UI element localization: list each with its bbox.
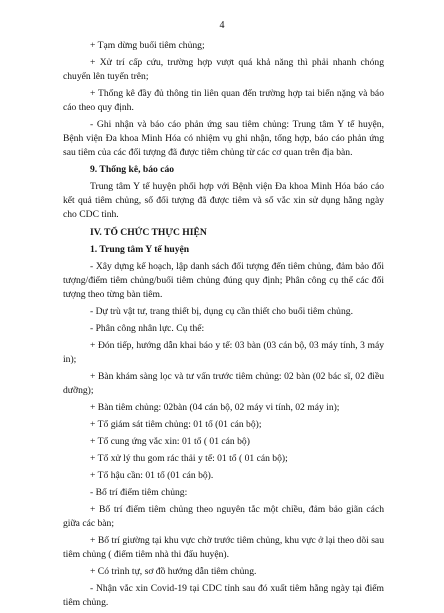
list-item: + Có trình tự, sơ đồ hướng dẫn tiêm chủng. <box>90 566 257 577</box>
paragraph: + Thống kê đầy đủ thông tin liên quan đến trường hợp tai biến nặng và báo cáo theo quy định. <box>63 88 384 113</box>
list-item: + Bố trí điểm tiêm chủng theo nguyên tắc một chiều, đảm bảo giãn cách giữa các bàn; <box>63 504 384 529</box>
paragraph: Trung tâm Y tế huyện phối hợp với Bệnh viện Đa khoa Minh Hóa báo cáo kết quả tiêm chủng, số đối tượng đã được tiêm và số vắc xin sử dụng hằng ngày cho CDC tỉnh. <box>63 181 384 220</box>
paragraph: + Xử trí cấp cứu, trường hợp vượt quá khả năng thì phải nhanh chóng chuyển lên tuyến trên; <box>63 57 384 82</box>
list-item: + Tổ xử lý thu gom rác thải y tế: 01 tổ ( 01 cán bộ); <box>90 453 288 464</box>
list-item: + Tổ hậu cần: 01 tổ (01 cán bộ). <box>90 470 214 481</box>
list-item: + Đón tiếp, hướng dẫn khai báo y tế: 03 bàn (03 cán bộ, 03 máy tính, 3 máy in); <box>63 340 384 365</box>
section-heading: 9. Thống kê, báo cáo <box>90 164 175 175</box>
list-item: - Xây dựng kế hoạch, lập danh sách đối tượng đến tiêm chủng, đảm bảo đối tượng/điểm tiêm chủng/buổi tiêm chủng đúng quy định; Phân công cụ thể các đối tượng theo từng bàn tiêm. <box>63 261 384 300</box>
list-item: - Nhận vắc xin Covid-19 tại CDC tỉnh sau đó xuất tiêm hằng ngày tại điểm tiêm chủng. <box>63 583 384 608</box>
document-body <box>63 39 384 613</box>
section-heading: IV. TỔ CHỨC THỰC HIỆN <box>90 227 207 238</box>
list-item: + Tổ cung ứng vắc xin: 01 tổ ( 01 cán bộ) <box>90 436 250 447</box>
list-item: - Phân công nhân lực. Cụ thể: <box>90 323 205 334</box>
list-item: + Bố trí giường tại khu vực chờ trước tiêm chủng, khu vực ở lại theo dõi sau tiêm chủng ( điểm tiêm nhà thi đấu huyện). <box>63 535 384 560</box>
paragraph: - Ghi nhận và báo cáo phản ứng sau tiêm chủng: Trung tâm Y tế huyện, Bệnh viện Đa khoa Minh Hóa có nhiệm vụ ghi nhận, tổng hợp, báo cáo phản ứng sau tiêm của các đối tượng đã được tiêm chủng từ các cơ quan trên địa bàn. <box>63 119 384 158</box>
paragraph: + Tạm dừng buổi tiêm chủng; <box>90 40 205 51</box>
list-item: + Bàn tiêm chủng: 02bàn (04 cán bộ, 02 máy vi tính, 02 máy in); <box>90 402 340 413</box>
page-number: 4 <box>219 20 225 31</box>
list-item: - Bố trí điểm tiêm chủng: <box>90 487 188 498</box>
list-item: + Tổ giám sát tiêm chủng: 01 tổ (01 cán bộ); <box>90 419 262 430</box>
subsection-heading: 1. Trung tâm Y tế huyện <box>90 244 190 255</box>
list-item: - Dự trù vật tư, trang thiết bị, dụng cụ cần thiết cho buổi tiêm chủng. <box>90 306 353 317</box>
list-item: + Bàn khám sàng lọc và tư vấn trước tiêm chủng: 02 bàn (02 bác sĩ, 02 điều dưỡng); <box>63 371 384 396</box>
